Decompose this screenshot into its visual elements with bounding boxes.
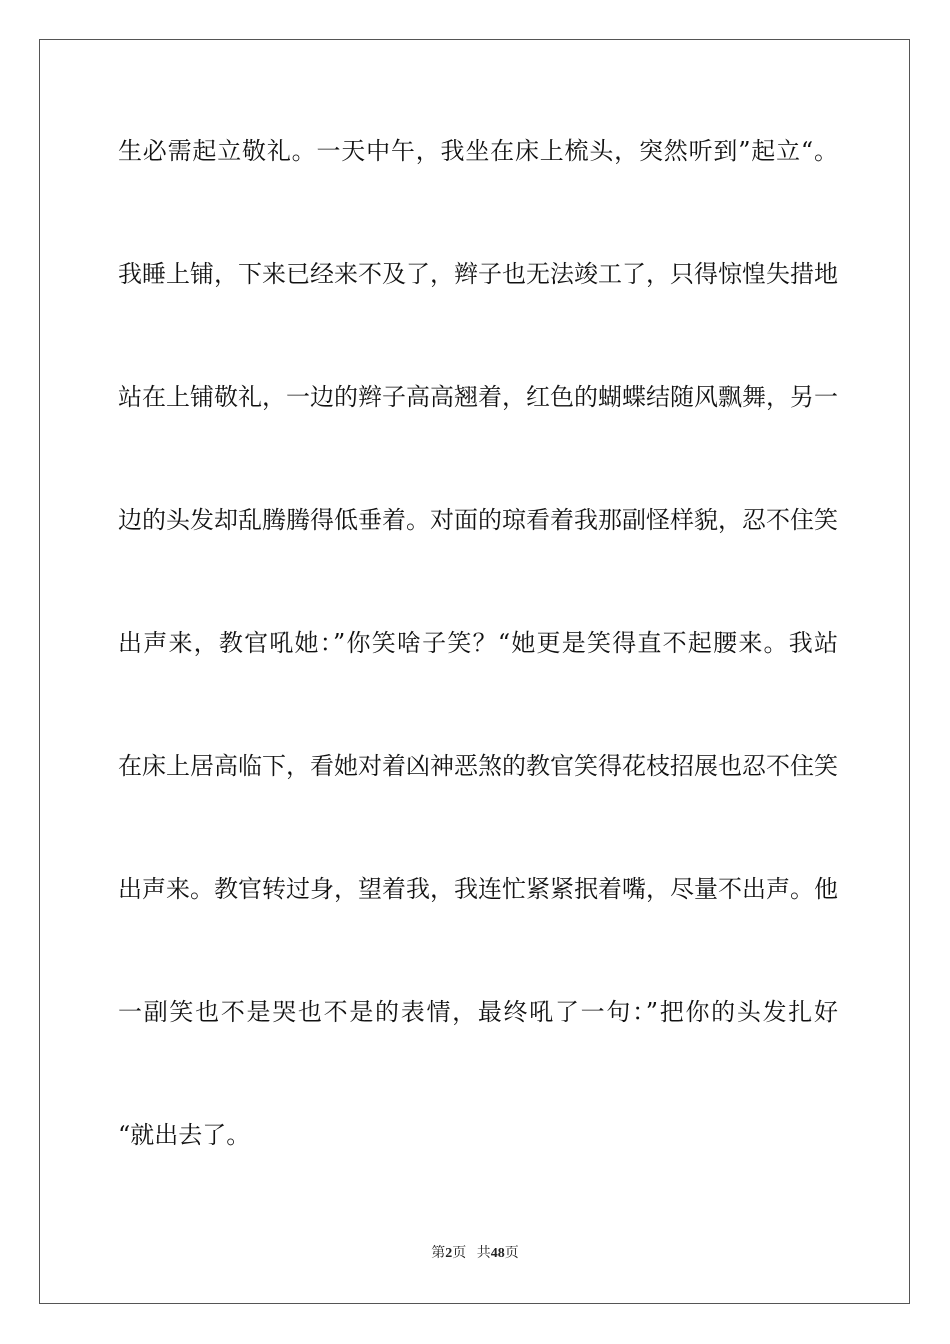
total-suffix: 页 [504, 1246, 519, 1261]
current-page-number: 2 [445, 1246, 453, 1261]
body-text-line-4: 边的头发却乱腾腾得低垂着。对面的琼看着我那副怪样貌，忍不住笑 [118, 506, 838, 534]
body-text-line-7: 出声来。教官转过身，望着我，我连忙紧紧抿着嘴，尽量不出声。他 [118, 875, 838, 903]
body-text-line-6: 在床上居高临下，看她对着凶神恶煞的教官笑得花枝招展也忍不住笑 [118, 752, 838, 780]
total-prefix: 共 [476, 1246, 491, 1261]
body-text-line-3: 站在上铺敬礼，一边的辫子高高翘着，红色的蝴蝶结随风飘舞，另一 [118, 383, 838, 411]
body-text-line-1: 生必需起立敬礼。一天中午，我坐在床上梳头，突然听到”起立“。 [118, 137, 838, 165]
body-text-line-2: 我睡上铺，下来已经来不及了，辫子也无法竣工了，只得惊惶失措地 [118, 260, 838, 288]
body-text-line-9: “就出去了。 [118, 1121, 251, 1149]
page-prefix: 第 [431, 1246, 446, 1261]
page-suffix: 页 [452, 1246, 467, 1261]
page-footer [0, 1245, 950, 1263]
page-border [39, 39, 910, 1304]
body-text-line-5: 出声来，教官吼她：”你笑啥子笑？“她更是笑得直不起腰来。我站 [118, 629, 838, 657]
total-pages-number: 48 [490, 1246, 505, 1261]
body-text-line-8: 一副笑也不是哭也不是的表情，最终吼了一句：”把你的头发扎好 [118, 998, 838, 1026]
